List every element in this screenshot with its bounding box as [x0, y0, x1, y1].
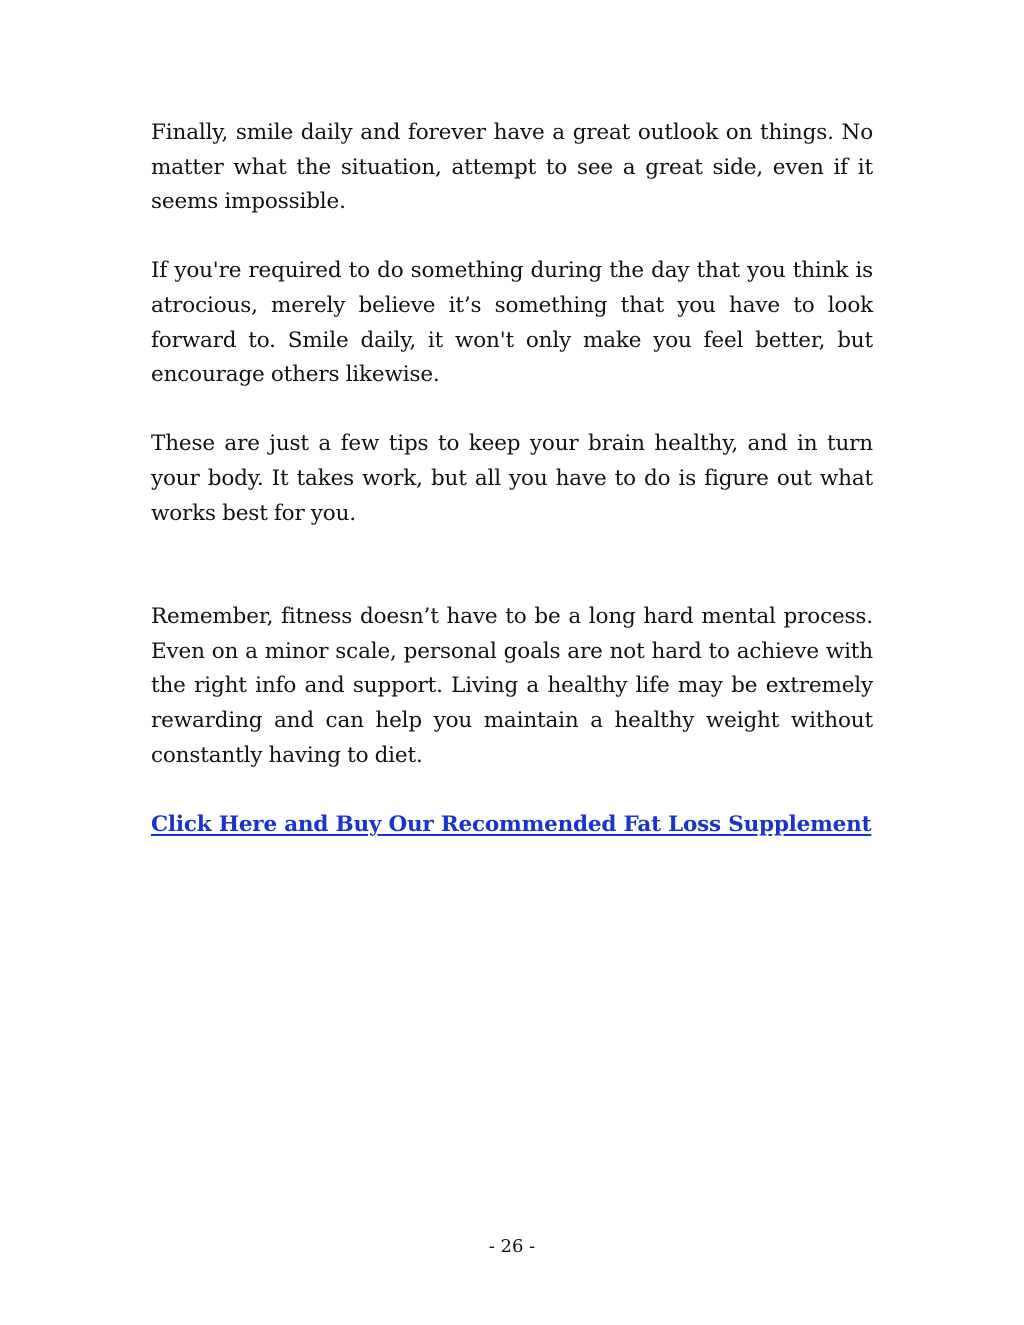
- page-content: [151, 116, 873, 842]
- paragraph-smile-outlook: Finally, smile daily and forever have a great outlook on things. No matter what the situation, attempt to see a great side, even if it seems impossible.: [151, 120, 873, 215]
- page-number: - 26 -: [488, 1236, 536, 1257]
- buy-supplement-link[interactable]: Click Here and Buy Our Recommended Fat Loss Supplement: [151, 811, 872, 837]
- paragraph-brain-tips: These are just a few tips to keep your brain healthy, and in turn your body. It takes work, but all you have to do is figure out what works best for you.: [151, 431, 873, 526]
- paragraph-fitness-reminder: Remember, fitness doesn’t have to be a long hard mental process. Even on a minor scale, personal goals are not hard to achieve with the right info and support. Living a healthy life may be extremely rewarding and can help you maintain a healthy weight without constantly having to diet.: [151, 604, 873, 768]
- paragraph-look-forward: If you're required to do something during the day that you think is atrocious, merely believe it’s something that you have to look forward to. Smile daily, it won't only make you feel better, but encourage others likewise.: [151, 258, 873, 388]
